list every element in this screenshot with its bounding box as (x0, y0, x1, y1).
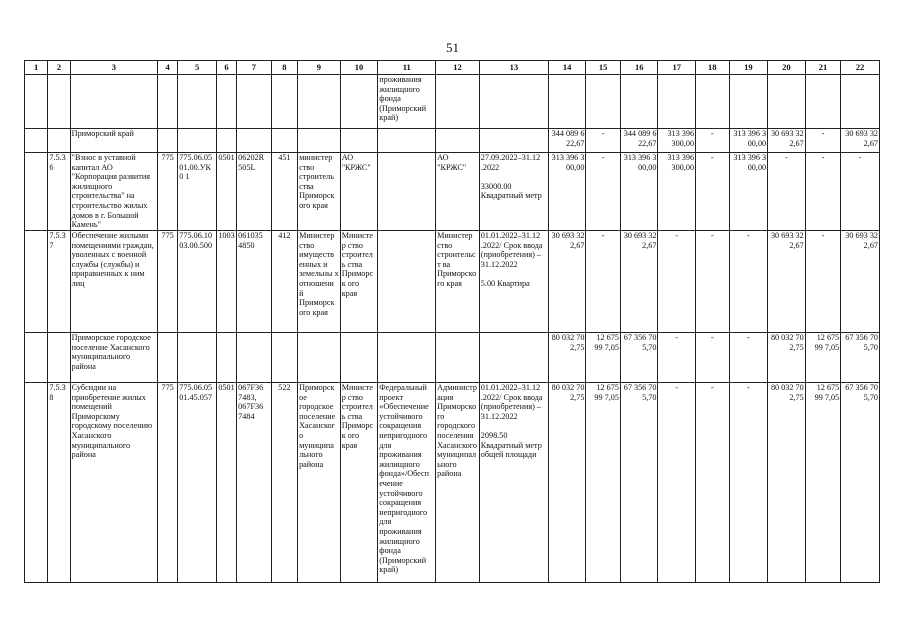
table-cell: 30 693 32 2,67 (620, 231, 658, 333)
table-cell (48, 333, 70, 383)
table-cell: проживания жилищного фонда (Приморский край) (378, 75, 436, 129)
table-cell: 80 032 70 2,75 (768, 333, 806, 383)
table-cell: 12 675 99 7,05 (805, 383, 841, 583)
table-cell: 313 396 300,00 (658, 153, 696, 231)
table-cell (216, 333, 236, 383)
table-cell: 80 032 70 2,75 (768, 383, 806, 583)
table-cell: 451 (271, 153, 297, 231)
table-cell (25, 75, 48, 129)
table-cell (271, 75, 297, 129)
table-cell (841, 75, 880, 129)
table-cell: 12 675 99 7,05 (586, 383, 621, 583)
table-cell: Субсидии на приобретение жилых помещений Приморскому городскому поселению Хасанского муниципального района (70, 383, 157, 583)
column-header: 9 (298, 61, 341, 75)
table-cell: - (729, 333, 768, 383)
budget-table (24, 60, 880, 583)
table-cell: Министер ство строительст ва Приморско го края (436, 231, 480, 333)
column-header: 6 (216, 61, 236, 75)
table-cell: 80 032 70 2,75 (548, 383, 586, 583)
table-cell (378, 231, 436, 333)
table-cell: 30 693 32 2,67 (768, 231, 806, 333)
column-header: 15 (586, 61, 621, 75)
table-cell (25, 231, 48, 333)
table-cell: 30 693 32 2,67 (841, 129, 880, 153)
table-cell (298, 75, 341, 129)
table-cell (298, 333, 341, 383)
table-cell: - (696, 231, 730, 333)
table-cell: Министер ство строитель ства Приморск ого края (340, 383, 378, 583)
table-cell: Приморск ое городское поселение Хасанског о муниципа льного района (298, 383, 341, 583)
table-cell: - (729, 383, 768, 583)
table-cell (436, 129, 480, 153)
table-cell: 67 356 70 5,70 (620, 383, 658, 583)
table-cell: министер ство строитель ства Приморск ого края (298, 153, 341, 231)
table-cell (479, 75, 548, 129)
table-cell: - (805, 129, 841, 153)
table-cell: - (658, 231, 696, 333)
table-cell (729, 75, 768, 129)
table-cell: - (658, 383, 696, 583)
table-cell: Приморское городское поселение Хасанского муниципального района (70, 333, 157, 383)
column-header: 22 (841, 61, 880, 75)
table-cell (436, 333, 480, 383)
table-cell: 775.06.10 03.00.500 (178, 231, 217, 333)
table-cell: - (805, 153, 841, 231)
column-header: 1 (25, 61, 48, 75)
table-cell: - (658, 333, 696, 383)
table-cell (157, 75, 177, 129)
table-cell: 80 032 70 2,75 (548, 333, 586, 383)
column-header: 13 (479, 61, 548, 75)
column-header: 11 (378, 61, 436, 75)
table-cell: 522 (271, 383, 297, 583)
table-cell: 01.01.2022–31.12 .2022/ Срок ввода (приобретения) – 31.12.2022 2098.50 Квадратный метр общей площади (479, 383, 548, 583)
table-cell: Администр ация Приморско го городского поселения Хасанского муниципал ьного района (436, 383, 480, 583)
table-cell: 067F36 7483, 067F36 7484 (237, 383, 272, 583)
table-cell: 344 089 6 22,67 (620, 129, 658, 153)
table-cell (25, 153, 48, 231)
table-cell (696, 75, 730, 129)
table-cell (157, 333, 177, 383)
table-cell: 30 693 32 2,67 (548, 231, 586, 333)
table-cell: 313 396 3 00,00 (620, 153, 658, 231)
table-cell: 12 675 99 7,05 (805, 333, 841, 383)
table-cell (271, 333, 297, 383)
table-cell (70, 75, 157, 129)
table-cell: 775 (157, 383, 177, 583)
table-cell: 12 675 99 7,05 (586, 333, 621, 383)
table-cell (216, 75, 236, 129)
table-cell: АО "КРЖС" (436, 153, 480, 231)
table-cell: 30 693 32 2,67 (768, 129, 806, 153)
table-cell: 30 693 32 2,67 (841, 231, 880, 333)
table-cell: - (586, 129, 621, 153)
table-cell: - (586, 231, 621, 333)
column-header: 17 (658, 61, 696, 75)
table-cell: 67 356 70 5,70 (841, 383, 880, 583)
table-cell (178, 333, 217, 383)
table-cell: 06202R 505L (237, 153, 272, 231)
table-row (25, 75, 880, 129)
column-header: 18 (696, 61, 730, 75)
table-cell: 412 (271, 231, 297, 333)
table-cell: "Взнос в уставной капитал АО "Корпорация развития жилищного строительства" на строительство жилых домов в г. Большой Камень" (70, 153, 157, 231)
table-cell: - (768, 153, 806, 231)
table-cell (237, 333, 272, 383)
table-cell: 7.5.36 (48, 153, 70, 231)
table-cell: - (696, 153, 730, 231)
table-cell (25, 333, 48, 383)
table-cell: 313 396 3 00,00 (729, 129, 768, 153)
table-cell (479, 333, 548, 383)
table-cell (157, 129, 177, 153)
column-header: 10 (340, 61, 378, 75)
table-cell (436, 75, 480, 129)
table-cell: 7.5.38 (48, 383, 70, 583)
table-cell: 061035 4850 (237, 231, 272, 333)
table-cell: 67 356 70 5,70 (620, 333, 658, 383)
column-header: 4 (157, 61, 177, 75)
table-cell: - (696, 129, 730, 153)
table-cell (548, 75, 586, 129)
table-cell: - (696, 383, 730, 583)
column-header: 7 (237, 61, 272, 75)
table-cell: - (841, 153, 880, 231)
column-header: 8 (271, 61, 297, 75)
table-cell: АО "КРЖС" (340, 153, 378, 231)
table-cell (479, 129, 548, 153)
table-cell: Обеспечение жилыми помещениями граждан, уволенных с военной службы (службы) и приравненных к ним лиц (70, 231, 157, 333)
table-cell: 775.06.05 01.00.УК0 1 (178, 153, 217, 231)
table-cell (178, 75, 217, 129)
table-cell (48, 75, 70, 129)
table-row (25, 383, 880, 583)
table-row (25, 153, 880, 231)
table-cell (378, 153, 436, 231)
table-cell (768, 75, 806, 129)
column-header: 16 (620, 61, 658, 75)
table-cell (216, 129, 236, 153)
table-cell: 1003 (216, 231, 236, 333)
column-header: 3 (70, 61, 157, 75)
table-row (25, 231, 880, 333)
table-cell (271, 129, 297, 153)
table-cell: 0501 (216, 153, 236, 231)
column-header: 12 (436, 61, 480, 75)
table-cell (340, 333, 378, 383)
table-cell (340, 75, 378, 129)
column-header: 19 (729, 61, 768, 75)
table-cell: 313 396 3 00,00 (729, 153, 768, 231)
table-cell (298, 129, 341, 153)
column-header: 14 (548, 61, 586, 75)
table-cell (340, 129, 378, 153)
table-cell (237, 75, 272, 129)
table-cell: 344 089 6 22,67 (548, 129, 586, 153)
table-cell: 67 356 70 5,70 (841, 333, 880, 383)
table-cell: 01.01.2022–31.12 .2022/ Срок ввода (приобретения) – 31.12.2022 5.00 Квартира (479, 231, 548, 333)
table-row (25, 333, 880, 383)
table-cell (586, 75, 621, 129)
table-cell: 775 (157, 231, 177, 333)
table-cell (25, 383, 48, 583)
table-cell: 313 396 300,00 (658, 129, 696, 153)
table-cell: 775 (157, 153, 177, 231)
column-header: 21 (805, 61, 841, 75)
table-cell (237, 129, 272, 153)
table-cell (620, 75, 658, 129)
column-header: 2 (48, 61, 70, 75)
table-cell: - (729, 231, 768, 333)
table-cell: - (696, 333, 730, 383)
table-cell: 7.5.37 (48, 231, 70, 333)
page-number: 51 (446, 40, 459, 55)
column-header: 20 (768, 61, 806, 75)
table-cell (378, 333, 436, 383)
table-cell (178, 129, 217, 153)
table-cell: 0501 (216, 383, 236, 583)
table-row (25, 129, 880, 153)
table-cell: Министер ство имуществ енных и земельны х отношени й Приморск ого края (298, 231, 341, 333)
table-cell: Министер ство строитель ства Приморск ого края (340, 231, 378, 333)
column-header: 5 (178, 61, 217, 75)
table-cell: 27.09.2022–31.12 .2022 33000.00 Квадратный метр (479, 153, 548, 231)
table-cell: Федеральный проект «Обеспечение устойчивого сокращения непригодного для проживания жилищного фонда»/Обесп ечение устойчивого сокращения непригодного для проживания жилищного фонда (Приморский край) (378, 383, 436, 583)
table-cell (378, 129, 436, 153)
table-cell: - (805, 231, 841, 333)
table-cell (48, 129, 70, 153)
table-cell (25, 129, 48, 153)
table-cell: 313 396 3 00,00 (548, 153, 586, 231)
table-cell (658, 75, 696, 129)
table-cell: 775.06.05 01.45.057 (178, 383, 217, 583)
table-cell: - (586, 153, 621, 231)
header-row (25, 61, 880, 75)
table-cell (805, 75, 841, 129)
table-cell: Приморский край (70, 129, 157, 153)
